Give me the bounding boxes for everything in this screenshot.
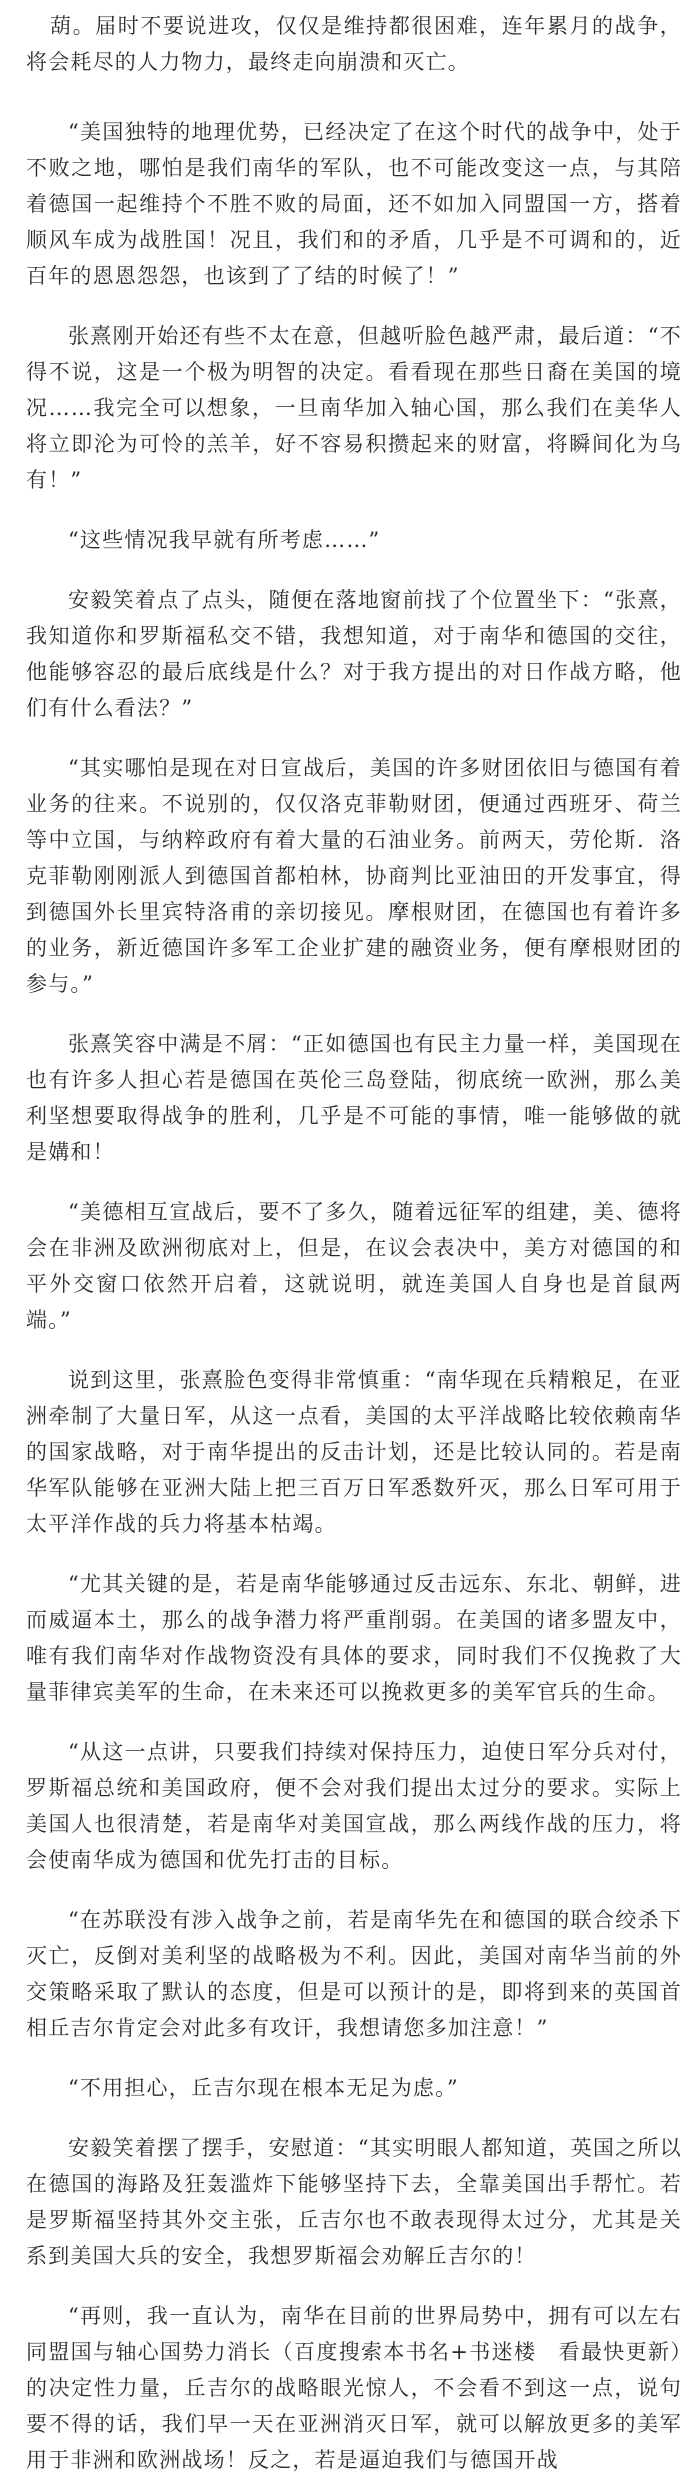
paragraph-10: “尤其关键的是，若是南华能够通过反击远东、东北、朝鲜，进而威逼本土，那么的战争潜力将严重削弱。在美国的诸多盟友中，唯有我们南华对作战物资没有具体的要求，同时我们不仅挽救了大量菲律宾美军的生命，在未来还可以挽救更多的美军官兵的生命。 xyxy=(26,1572,682,1704)
paragraph-8: “美德相互宣战后，要不了多久，随着远征军的组建，美、德将会在非洲及欧洲彻底对上，但是，在议会表决中，美方对德国的和平外交窗口依然开启着，这就说明，就连美国人自身也是首鼠两端。” xyxy=(26,1200,682,1332)
paragraph-7: 张熹笑容中满是不屑：“正如德国也有民主力量一样，美国现在也有许多人担心若是德国在英伦三岛登陆，彻底统一欧洲，那么美利坚想要取得战争的胜利，几乎是不可能的事情，唯一能够做的就是媾和！ xyxy=(26,1032,682,1164)
paragraph-5: 安毅笑着点了点头，随便在落地窗前找了个位置坐下：“张熹，我知道你和罗斯福私交不错，我想知道，对于南华和德国的交往，他能够容忍的最后底线是什么？对于我方提出的对日作战方略，他们有什么看法？” xyxy=(26,588,682,720)
paragraph-4: “这些情况我早就有所考虑……” xyxy=(68,528,381,552)
paragraph-3: 张熹刚开始还有些不太在意，但越听脸色越严肃，最后道：“不得不说，这是一个极为明智的决定。看看现在那些日裔在美国的境况……我完全可以想象，一旦南华加入轴心国，那么我们在美华人将立即沦为可怜的羔羊，好不容易积攒起来的财富，将瞬间化为乌有！” xyxy=(26,324,682,492)
paragraph-13: “不用担心，丘吉尔现在根本无足为虑。” xyxy=(68,2076,459,2100)
paragraph-12: “在苏联没有涉入战争之前，若是南华先在和德国的联合绞杀下灭亡，反倒对美利坚的战略极为不利。因此，美国对南华当前的外交策略采取了默认的态度，但是可以预计的是，即将到来的英国首相丘吉尔肯定会对此多有攻讦，我想请您多加注意！” xyxy=(26,1908,682,2040)
paragraph-9: 说到这里，张熹脸色变得非常慎重：“南华现在兵精粮足，在亚洲牵制了大量日军，从这一点看，美国的太平洋战略比较依赖南华的国家战略，对于南华提出的反击计划，还是比较认同的。若是南华军队能够在亚洲大陆上把三百万日军悉数歼灭，那么日军可用于太平洋作战的兵力将基本枯竭。 xyxy=(26,1368,682,1536)
paragraph-6: “其实哪怕是现在对日宣战后，美国的许多财团依旧与德国有着业务的往来。不说别的，仅仅洛克菲勒财团，便通过西班牙、荷兰等中立国，与纳粹政府有着大量的石油业务。前两天，劳伦斯．洛克菲勒刚刚派人到德国首都柏林，协商判比亚油田的开发事宜，得到德国外长里宾特洛甫的亲切接见。摩根财团，在德国也有着许多的业务，新近德国许多军工企业扩建的融资业务，便有摩根财团的参与。” xyxy=(26,756,682,996)
paragraph-14: 安毅笑着摆了摆手，安慰道：“其实明眼人都知道，英国之所以在德国的海路及狂轰滥炸下能够坚持下去，全靠美国出手帮忙。若是罗斯福坚持其外交主张，丘吉尔也不敢表现得太过分，尤其是关系到美国大兵的安全，我想罗斯福会劝解丘吉尔的！ xyxy=(26,2136,682,2268)
paragraph-1: 葫。届时不要说进攻，仅仅是维持都很困难，连年累月的战争，将会耗尽的人力物力，最终走向崩溃和灭亡。 xyxy=(26,14,682,74)
paragraph-2: “美国独特的地理优势，已经决定了在这个时代的战争中，处于不败之地，哪怕是我们南华的军队，也不可能改变这一点，与其陪着德国一起维持个不胜不败的局面，还不如加入同盟国一方，搭着顺风车成为战胜国！况且，我们和的矛盾，几乎是不可调和的，近百年的恩恩怨怨，也该到了了结的时候了！” xyxy=(26,120,682,288)
paragraph-15: “再则，我一直认为，南华在目前的世界局势中，拥有可以左右同盟国与轴心国势力消长（百度搜索本书名+书迷楼 看最快更新）的决定性力量，丘吉尔的战略眼光惊人，不会看不到这一点，说句要不得的话，我们早一天在亚洲消灭日军，就可以解放更多的美军用于非洲和欧洲战场！反之，若是逼迫我们与德国开战 xyxy=(26,2304,682,2472)
paragraph-11: “从这一点讲，只要我们持续对保持压力，迫使日军分兵对付，罗斯福总统和美国政府，便不会对我们提出太过分的要求。实际上美国人也很清楚，若是南华对美国宣战，那么两线作战的压力，将会使南华成为德国和优先打击的目标。 xyxy=(26,1740,682,1872)
